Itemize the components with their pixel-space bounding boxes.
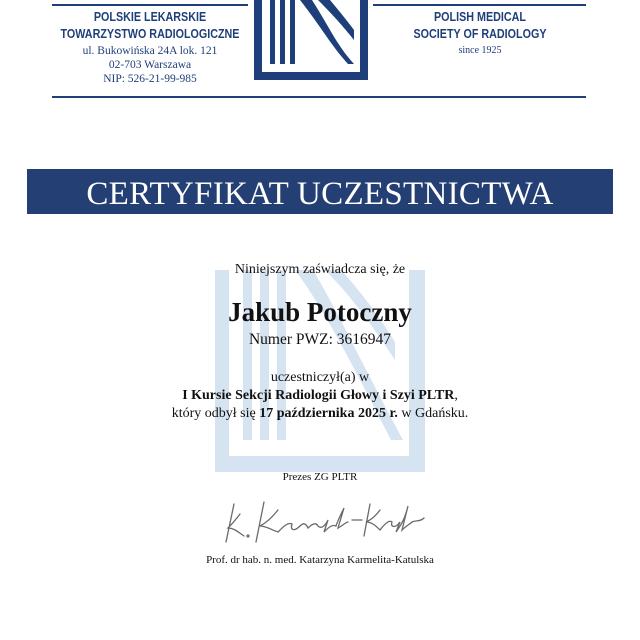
participation-statement: uczestniczył(a) w — [270, 370, 370, 385]
event-held-prefix: który odbył się — [171, 406, 260, 421]
org-name-polish — [55, 10, 244, 42]
header-rule-left-top — [52, 4, 248, 6]
address-street: ul. Bukowińska 24A lok. 121 — [82, 45, 218, 57]
signer-role: Prezes ZG PLTR — [282, 471, 358, 483]
participant-name: Jakub Potoczny — [228, 297, 412, 327]
event-details — [0, 406, 640, 422]
certificate-title: CERTYFIKAT UCZESTNICTWA — [86, 176, 554, 212]
signer-name: Prof. dr hab. n. med. Katarzyna Karmelita-Katulska — [206, 554, 434, 566]
org-name-english-line1: POLISH MEDICAL — [434, 10, 526, 24]
course-name — [0, 388, 640, 404]
pwz-number: Numer PWZ: 3616947 — [248, 331, 392, 348]
course-name-text: I Kursie Sekcji Radiologii Głowy i Szyi PLTR — [182, 388, 455, 403]
event-date: 17 października 2025 r. — [259, 406, 398, 421]
certificate-intro: Niniejszym zaświadcza się, że — [234, 262, 406, 277]
org-name-polish-line1: POLSKIE LEKARSKIE — [93, 10, 207, 24]
org-name-english — [385, 10, 574, 42]
certificate-title-banner — [27, 169, 613, 214]
handwritten-signature — [220, 492, 430, 548]
pltr-logo — [252, 0, 372, 82]
course-comma: , — [454, 388, 458, 403]
header-rule-right-top — [373, 4, 586, 6]
address-city: 02-703 Warszawa — [108, 59, 192, 71]
event-held-suffix: w Gdańsku. — [397, 406, 469, 421]
org-name-polish-line2: TOWARZYSTWO RADIOLOGICZNE — [60, 27, 240, 41]
since-year: since 1925 — [458, 45, 502, 56]
nip-number: NIP: 526-21-99-985 — [103, 73, 197, 85]
header-divider — [52, 96, 586, 98]
org-name-english-line2: SOCIETY OF RADIOLOGY — [413, 27, 547, 41]
